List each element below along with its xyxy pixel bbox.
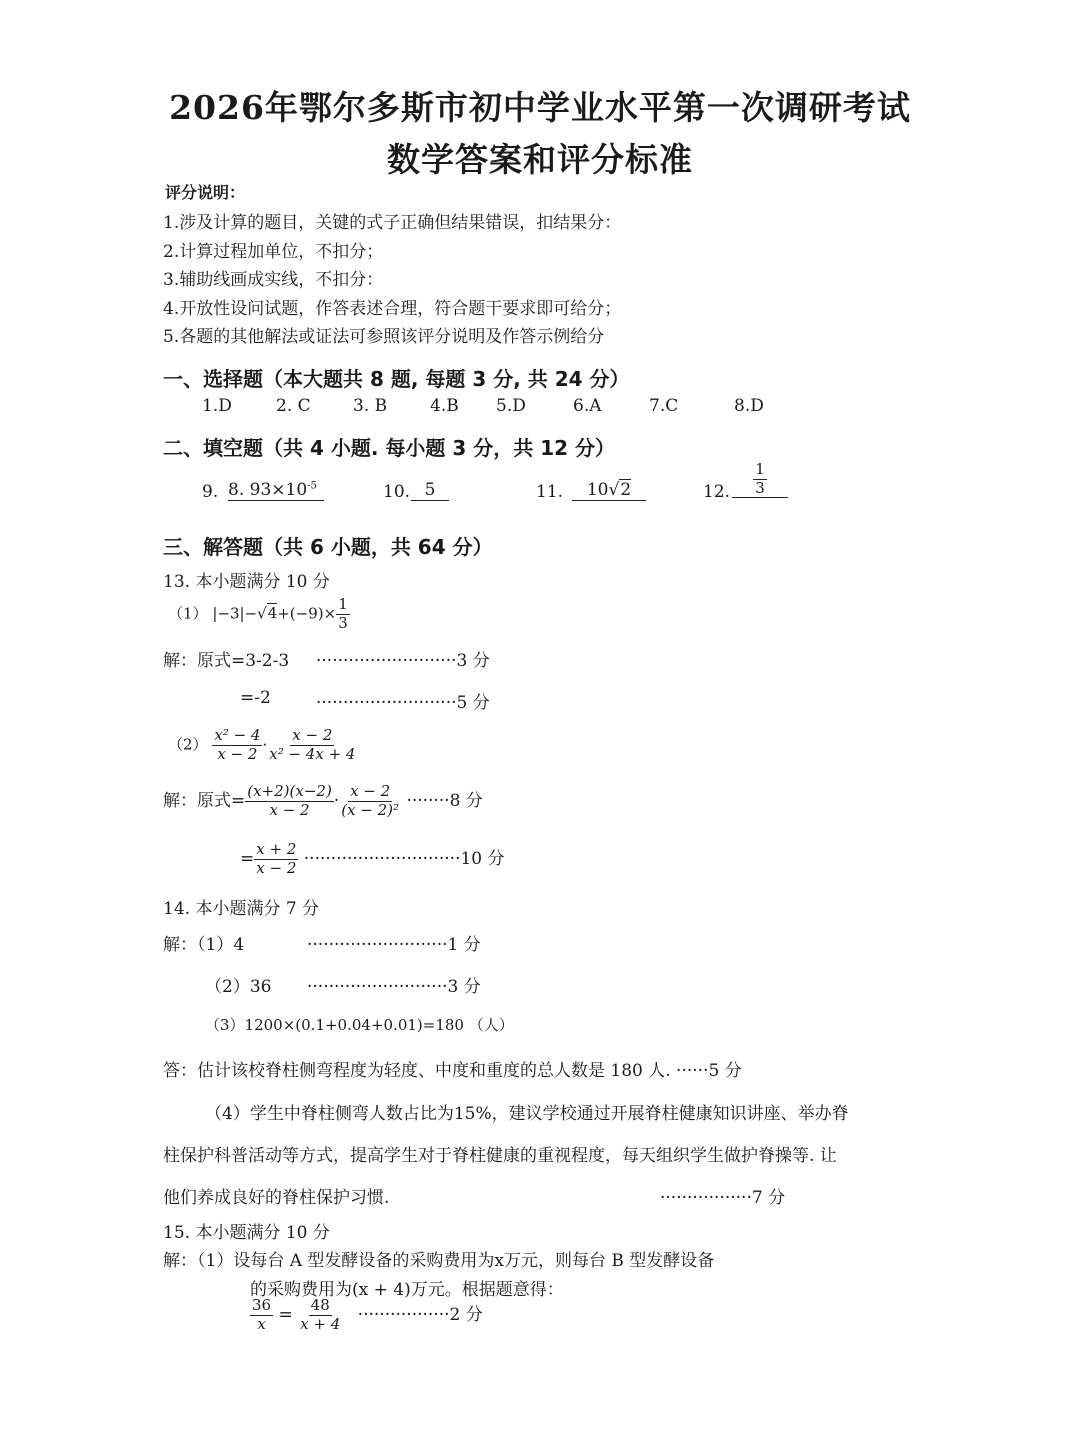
q13-sol-step4: = $\frac{x + 2}{x - 2}$ ·····························10 分 xyxy=(240,840,505,877)
q13-sol-step1-score: ··························3 分 xyxy=(316,651,490,671)
q10-label: 10. xyxy=(383,482,411,502)
q13-sol-step2-score: ··························5 分 xyxy=(316,693,490,713)
q14-answer1: 解：（1）4 xyxy=(163,935,245,955)
q11-label: 11. xyxy=(536,482,564,502)
q14-answer4-line2: 柱保护科普活动等方式，提高学生对于脊柱健康的重视程度，每天组织学生做护脊操等. 让 xyxy=(163,1146,837,1166)
q15-line1: 解：（1）设每台 A 型发酵设备的采购费用为x万元，则每台 B 型发酵设备 xyxy=(163,1251,715,1271)
q13-title: 13. 本小题满分 10 分 xyxy=(163,572,330,592)
q14-answer4-score: ·················7 分 xyxy=(660,1188,786,1208)
q12-answer: $\frac{1}{3}$ xyxy=(732,462,788,498)
q10-answer: 5 xyxy=(411,480,449,501)
note-item: 2.计算过程加单位，不扣分； xyxy=(163,242,384,262)
q13-sol-step3: 解：原式= $\frac{(x+2)(x-2)}{x - 2}$ · $\frac{x - 2}{\text{(x − 2)²}}$ ········8 分 xyxy=(163,782,483,819)
q14-title: 14. 本小题满分 7 分 xyxy=(163,899,320,919)
note-item: 1.涉及计算的题目，关键的式子正确但结果错误，扣结果分： xyxy=(163,213,622,233)
doc-title-line1: 2026年鄂尔多斯市初中学业水平第一次调研考试 xyxy=(169,88,911,127)
q13-sol-step4-score: ·····························10 分 xyxy=(303,848,505,869)
q14-answer4-line3: 他们养成良好的脊柱保护习惯. xyxy=(163,1188,390,1208)
q9-label: 9. xyxy=(202,482,219,502)
choice-answer: 1.D xyxy=(202,396,232,416)
section3-heading: 三、解答题（共 6 小题，共 64 分） xyxy=(163,535,493,559)
choice-answer: 7.C xyxy=(649,396,679,416)
choice-answer: 6.A xyxy=(573,396,602,416)
q13-sol-step3-score: ········8 分 xyxy=(406,790,483,811)
q12-label: 12. xyxy=(703,482,731,502)
q13-sol-step1: 解：原式=3-2-3 xyxy=(163,651,290,671)
q14-answer2: （2）36 xyxy=(205,977,272,997)
q9-answer: 8. $93\times 10^{-5}$ xyxy=(228,480,324,501)
q15-equation: $\frac{36}{x}$ = $\frac{48}{x + 4}$ ·················2 分 xyxy=(252,1296,483,1333)
q11-answer: 10√2 xyxy=(572,480,646,501)
q14-answer4-line1: （4）学生中脊柱侧弯人数占比为15%，建议学校通过开展脊柱健康知识讲座、举办脊 xyxy=(205,1104,849,1124)
q13-sol-step2: =-2 xyxy=(240,688,271,708)
section1-heading: 一、选择题（本大题共 8 题, 每题 3 分, 共 24 分） xyxy=(163,367,630,391)
note-item: 5.各题的其他解法或证法可参照该评分说明及作答示例给分 xyxy=(163,327,605,347)
q14-answer1-score: ··························1 分 xyxy=(307,935,481,955)
section2-heading: 二、填空题（共 4 小题. 每小题 3 分，共 12 分） xyxy=(163,436,616,460)
q13-part1-expression: （1） |−3|−√4+(−9)× $\frac{1}{3}$ xyxy=(168,595,348,632)
choice-answer: 5.D xyxy=(496,396,526,416)
q15-line2: 的采购费用为(x + 4)万元。根据题意得： xyxy=(250,1280,564,1300)
q14-conclusion: 答：估计该校脊柱侧弯程度为轻度、中度和重度的总人数是 180 人. ······5 分 xyxy=(163,1061,742,1081)
choice-answer: 3. B xyxy=(353,396,388,416)
q14-answer2-score: ··························3 分 xyxy=(307,977,481,997)
choice-answer: 8.D xyxy=(734,396,764,416)
note-item: 4.开放性设问试题，作答表述合理，符合题干要求即可给分； xyxy=(163,299,622,319)
q15-title: 15. 本小题满分 10 分 xyxy=(163,1223,330,1243)
note-item: 3.辅助线画成实线，不扣分： xyxy=(163,270,384,290)
doc-title-line2: 数学答案和评分标准 xyxy=(387,140,693,179)
q14-answer3: （3）1200×(0.1+0.04+0.01)=180 （人） xyxy=(205,1016,514,1034)
choice-answer: 4.B xyxy=(430,396,459,416)
choice-answer: 2. C xyxy=(276,396,311,416)
notes-heading: 评分说明： xyxy=(165,183,246,202)
q13-part2-expression: （2） $\frac{\text{x² − 4}}{x - 2}$ · $\frac{x - 2}{\text{x² − 4x + 4}}$ xyxy=(168,726,356,763)
q15-equation-score: ·················2 分 xyxy=(357,1304,483,1325)
